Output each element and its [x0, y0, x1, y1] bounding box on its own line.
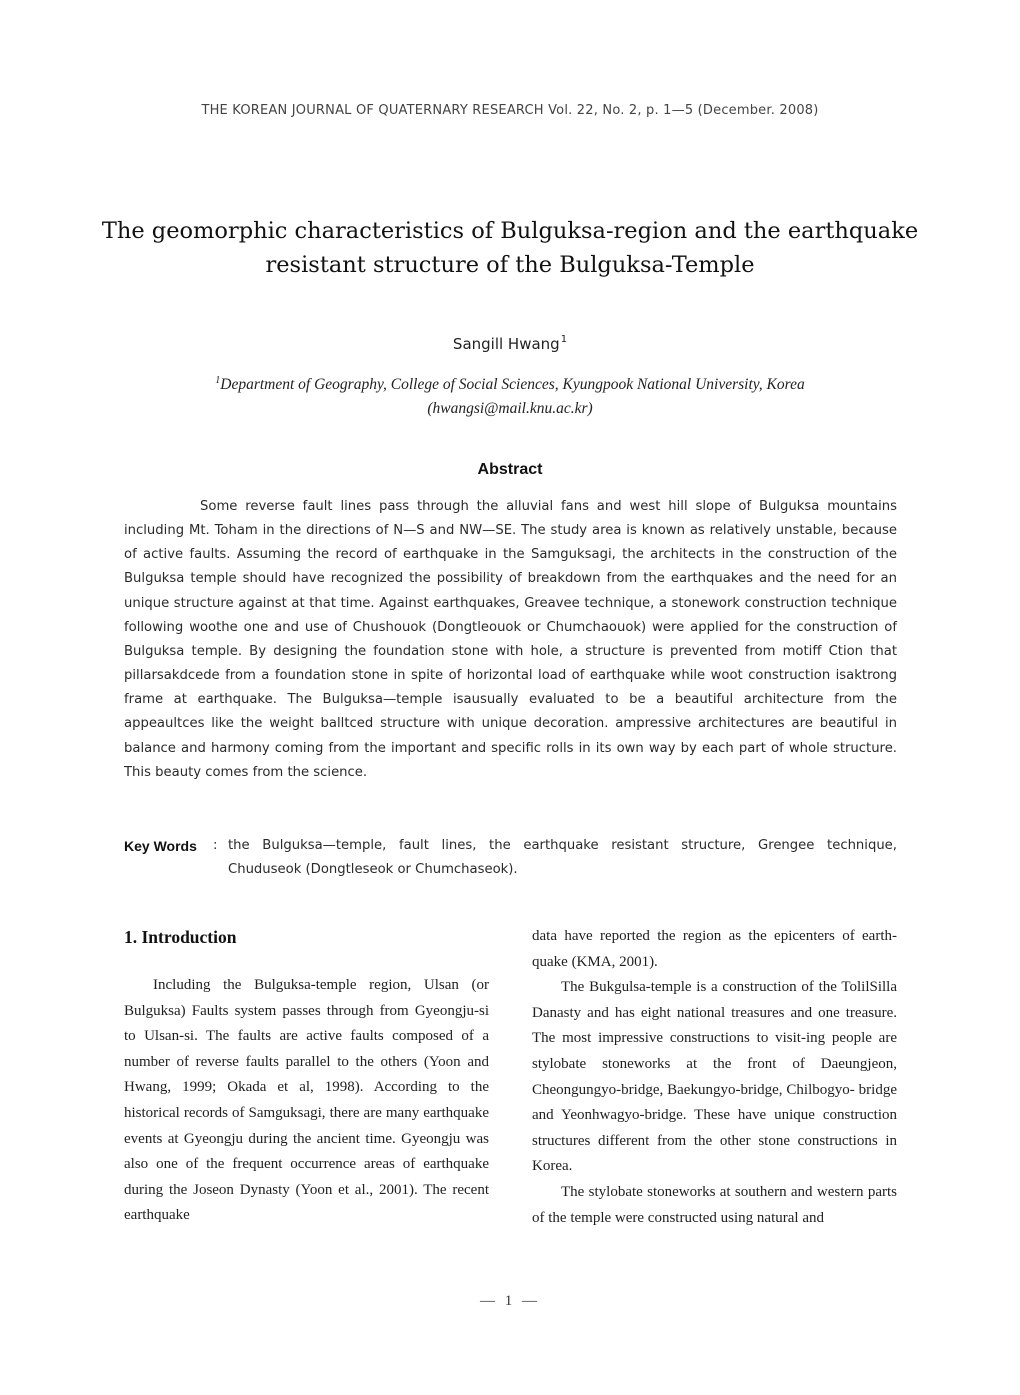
journal-header: THE KOREAN JOURNAL OF QUATERNARY RESEARCH Vol. 22, No. 2, p. 1—5 (December. 2008) — [201, 103, 819, 118]
page-number: — 1 — — [480, 1293, 540, 1309]
abstract-heading: Abstract — [477, 461, 543, 478]
keywords-separator: : — [213, 838, 218, 853]
keywords-text: the Bulguksa—temple, fault lines, the earthquake resistant structure, Grengee technique, Chuduseok (Dongtleseok or Chumchaseok). — [228, 838, 897, 877]
abstract-text: Some reverse fault lines pass through the alluvial fans and west hill slope of Bulguksa mountains including Mt. Toham in the directions of N—S and NW—SE. The study area is known as relatively unstable, because of active faults. Assuming the record of earthquake in the Samguksagi, the architects in the construction of the Bulguksa temple should have recognized the possibility of breakdown from the earthquakes and the need for an unique structure against at that time. Against earthquakes, Greavee technique, a stonework construction technique following woothe one and use of Chushouok (Dongtleouok or Chumchaouok) were applied for the construction of Bulguksa temple. By designing the foundation stone with hole, a structure is prevented from motiff Ction that pillarsakdcede from a foundation stone in spite of horizontal load of earthquake while woot construction isaktrong frame at earthquake. The Bulguksa—temple isausually evaluated to be a beautiful architecture from the appeaultces like the weight balltced structure with unique decoration. ampressive architectures are beautiful in balance and harmony coming from the important and specific rolls in its own way by each part of whole structure. This beauty comes from the science. — [124, 499, 897, 780]
author-name: Sangill Hwang — [452, 335, 560, 353]
introduction-heading: 1. Introduction — [124, 927, 237, 947]
intro-paragraph-temple: The Bukgulsa-temple is a construction of the TolilSilla Danasty and has eight national treasures and one treasure. The most impressive constructions to visit-ing people are stylobate stoneworks at the front of Daeungjeon, Cheongungyo-bridge, Baekungyo-bridge, Chilbogyo- bridge and Yeonhwagyo-bridge. These have unique construction structures different from the other stone constructions in Korea. — [532, 979, 897, 1175]
affiliation-text: Department of Geography, College of Social Sciences, Kyungpook National University, Korea — [220, 376, 805, 393]
author-line — [0, 334, 1020, 353]
keywords-block — [124, 834, 897, 882]
intro-paragraph-continued: data have reported the region as the epicenters of earth-quake (KMA, 2001). — [532, 928, 897, 970]
intro-paragraph-stylobate: The stylobate stoneworks at southern and western parts of the temple were constructed using natural and — [532, 1183, 897, 1226]
keywords-label: Key Words — [124, 838, 197, 854]
author-email: (hwangsi@mail.knu.ac.kr) — [427, 400, 593, 417]
author-affiliation-mark: 1 — [560, 334, 568, 345]
paper-title: The geomorphic characteristics of Bulguksa-region and the earthquake resistant structure of the Bulguksa-Temple — [101, 218, 919, 278]
affiliation — [120, 369, 900, 421]
left-column — [124, 924, 489, 1229]
right-column — [532, 924, 897, 1231]
affiliation-mark: 1 — [215, 375, 221, 386]
intro-paragraph-left: Including the Bulguksa-temple region, Ulsan (or Bulguksa) Faults system passes through from Gyeongju-si to Ulsan-si. The faults are active faults composed of a number of reverse faults parallel to the others (Yoon and Hwang, 1999; Okada et al, 1998). According to the historical records of Samguksagi, there are many earthquake events at Gyeongju during the ancient time. Gyeongju was also one of the frequent occurrence areas of earthquake during the Joseon Dynasty (Yoon et al., 2001). The recent earthquake — [124, 977, 489, 1224]
